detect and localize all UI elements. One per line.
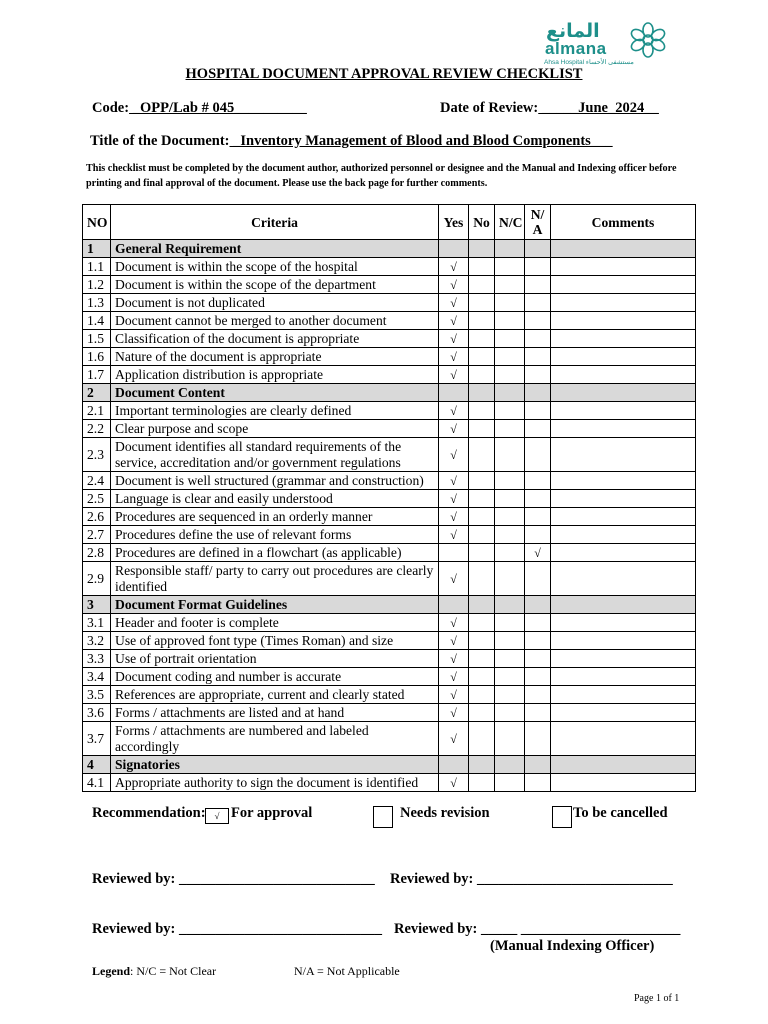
- check-mark-yes: √: [439, 650, 469, 668]
- row-criteria: General Requirement: [111, 240, 439, 258]
- table-row: [83, 686, 696, 704]
- table-row: [83, 294, 696, 312]
- table-row: [83, 526, 696, 544]
- header-comments: Comments: [551, 205, 696, 240]
- cell-comments: [551, 722, 696, 756]
- cell-na: [525, 614, 551, 632]
- cell-no: [469, 562, 495, 596]
- logo-subtitle: Ahsa Hospital مستشفى الأحساء: [544, 59, 634, 66]
- cell-comments: [551, 276, 696, 294]
- header-no: NO: [83, 205, 111, 240]
- cell-na: [525, 562, 551, 596]
- legend-na: N/A = Not Applicable: [294, 964, 400, 978]
- cancel-option-label: To be cancelled: [573, 805, 668, 821]
- cell-nc: [495, 330, 525, 348]
- cell-no: [469, 240, 495, 258]
- row-criteria: Header and footer is complete: [111, 614, 439, 632]
- header-yes: Yes: [439, 205, 469, 240]
- cell-nc: [495, 366, 525, 384]
- row-criteria: Procedures are defined in a flowchart (as applicable): [111, 544, 439, 562]
- cell-nc: [495, 472, 525, 490]
- table-row: [83, 366, 696, 384]
- row-criteria: Document identifies all standard requirements of the service, accreditation and/or government regulations: [111, 438, 439, 472]
- cell-yes: [439, 756, 469, 774]
- row-number: 2: [83, 384, 111, 402]
- cell-nc: [495, 402, 525, 420]
- cell-na: [525, 438, 551, 472]
- cell-comments: [551, 508, 696, 526]
- document-title-label: Title of the Document:: [90, 133, 230, 149]
- row-number: 2.9: [83, 562, 111, 596]
- table-row: [83, 490, 696, 508]
- section-row: [83, 384, 696, 402]
- reviewer-2-line: Reviewed by: ___________________________: [390, 871, 673, 887]
- cell-comments: [551, 526, 696, 544]
- row-number: 1.1: [83, 258, 111, 276]
- row-number: 2.8: [83, 544, 111, 562]
- cell-no: [469, 348, 495, 366]
- check-mark-yes: √: [439, 614, 469, 632]
- revision-checkbox[interactable]: [373, 806, 393, 828]
- legend: [92, 964, 216, 979]
- check-mark-yes: √: [439, 312, 469, 330]
- cell-no: [469, 774, 495, 792]
- row-criteria: Procedures define the use of relevant forms: [111, 526, 439, 544]
- check-mark-na: √: [525, 544, 551, 562]
- cell-na: [525, 596, 551, 614]
- cell-no: [469, 420, 495, 438]
- row-criteria: Nature of the document is appropriate: [111, 348, 439, 366]
- header-criteria: Criteria: [111, 205, 439, 240]
- check-mark-yes: √: [439, 562, 469, 596]
- page-number: Page 1 of 1: [634, 993, 680, 1004]
- code-value: _OPP/Lab # 045__________: [129, 100, 307, 116]
- cell-nc: [495, 240, 525, 258]
- cell-nc: [495, 650, 525, 668]
- table-row: [83, 472, 696, 490]
- row-number: 2.4: [83, 472, 111, 490]
- cell-na: [525, 366, 551, 384]
- row-criteria: Document Content: [111, 384, 439, 402]
- cell-nc: [495, 632, 525, 650]
- row-number: 2.7: [83, 526, 111, 544]
- row-number: 1.5: [83, 330, 111, 348]
- row-number: 3.7: [83, 722, 111, 756]
- check-mark-yes: √: [439, 686, 469, 704]
- table-row: [83, 348, 696, 366]
- row-number: 3: [83, 596, 111, 614]
- table-row: [83, 722, 696, 756]
- row-criteria: Forms / attachments are numbered and labeled accordingly: [111, 722, 439, 756]
- row-number: 4: [83, 756, 111, 774]
- cell-na: [525, 490, 551, 508]
- header-na: [525, 205, 551, 240]
- cell-comments: [551, 312, 696, 330]
- cell-no: [469, 526, 495, 544]
- row-criteria: Document is not duplicated: [111, 294, 439, 312]
- cell-nc: [495, 294, 525, 312]
- cell-nc: [495, 544, 525, 562]
- cell-yes: [439, 544, 469, 562]
- cell-comments: [551, 348, 696, 366]
- cell-nc: [495, 420, 525, 438]
- row-criteria: Document Format Guidelines: [111, 596, 439, 614]
- hospital-logo: [540, 20, 680, 72]
- cell-comments: [551, 490, 696, 508]
- table-row: [83, 438, 696, 472]
- cell-no: [469, 508, 495, 526]
- row-criteria: Document is within the scope of the department: [111, 276, 439, 294]
- header-na-line1: N/: [530, 207, 545, 222]
- cell-comments: [551, 438, 696, 472]
- instructions-text: This checklist must be completed by the document author, authorized personnel or designee and the Manual and Indexing officer before printing and final approval of the document. Please use the back page for further comments.: [86, 163, 677, 189]
- cancel-checkbox[interactable]: [552, 806, 572, 828]
- check-mark-yes: √: [439, 472, 469, 490]
- row-number: 1.6: [83, 348, 111, 366]
- row-number: 2.2: [83, 420, 111, 438]
- check-mark-yes: √: [439, 348, 469, 366]
- check-mark-yes: √: [439, 438, 469, 472]
- row-criteria: Application distribution is appropriate: [111, 366, 439, 384]
- page-title: HOSPITAL DOCUMENT APPROVAL REVIEW CHECKLIST: [185, 66, 583, 82]
- row-criteria: Important terminologies are clearly defined: [111, 402, 439, 420]
- cell-na: [525, 420, 551, 438]
- row-criteria: Document cannot be merged to another document: [111, 312, 439, 330]
- cell-no: [469, 472, 495, 490]
- cell-nc: [495, 704, 525, 722]
- cell-nc: [495, 508, 525, 526]
- legend-label: Legend: [92, 964, 131, 978]
- cell-na: [525, 526, 551, 544]
- row-number: 1.3: [83, 294, 111, 312]
- cell-comments: [551, 686, 696, 704]
- cell-nc: [495, 490, 525, 508]
- cell-no: [469, 722, 495, 756]
- row-criteria: Appropriate authority to sign the document is identified: [111, 774, 439, 792]
- cell-nc: [495, 562, 525, 596]
- cell-nc: [495, 258, 525, 276]
- row-criteria: Language is clear and easily understood: [111, 490, 439, 508]
- cell-comments: [551, 472, 696, 490]
- table-row: [83, 276, 696, 294]
- section-row: [83, 756, 696, 774]
- cell-no: [469, 650, 495, 668]
- section-row: [83, 596, 696, 614]
- reviewer-1-line: Reviewed by: ___________________________: [92, 871, 375, 887]
- table-row: [83, 508, 696, 526]
- approval-option-label: For approval: [231, 805, 313, 821]
- table-row: [83, 544, 696, 562]
- table-row: [83, 774, 696, 792]
- cell-comments: [551, 258, 696, 276]
- recommendation-label: Recommendation:: [92, 805, 206, 821]
- row-number: 3.2: [83, 632, 111, 650]
- cell-comments: [551, 704, 696, 722]
- cell-comments: [551, 366, 696, 384]
- flower-logo-icon: [620, 22, 676, 58]
- cell-no: [469, 490, 495, 508]
- row-number: 2.3: [83, 438, 111, 472]
- header-no-col: No: [469, 205, 495, 240]
- row-number: 2.6: [83, 508, 111, 526]
- check-mark-yes: √: [439, 330, 469, 348]
- document-title-line: [90, 133, 613, 150]
- cell-na: [525, 312, 551, 330]
- cell-na: [525, 774, 551, 792]
- cell-na: [525, 294, 551, 312]
- table-row: [83, 402, 696, 420]
- row-criteria: Document is well structured (grammar and construction): [111, 472, 439, 490]
- cell-na: [525, 258, 551, 276]
- cell-no: [469, 330, 495, 348]
- cell-na: [525, 722, 551, 756]
- manual-indexing-officer-caption: (Manual Indexing Officer): [490, 938, 655, 954]
- table-row: [83, 258, 696, 276]
- header-nc: N/C: [495, 205, 525, 240]
- cell-comments: [551, 330, 696, 348]
- cell-nc: [495, 526, 525, 544]
- row-number: 3.1: [83, 614, 111, 632]
- legend-nc: : N/C = Not Clear: [130, 964, 217, 978]
- table-row: [83, 704, 696, 722]
- row-number: 3.4: [83, 668, 111, 686]
- logo-arabic-text: المانع: [546, 20, 600, 42]
- row-criteria: Forms / attachments are listed and at hand: [111, 704, 439, 722]
- table-header-row: [83, 205, 696, 240]
- row-number: 1.4: [83, 312, 111, 330]
- row-criteria: Responsible staff/ party to carry out procedures are clearly identified: [111, 562, 439, 596]
- cell-comments: [551, 632, 696, 650]
- check-mark-yes: √: [439, 402, 469, 420]
- cell-no: [469, 686, 495, 704]
- cell-no: [469, 366, 495, 384]
- row-number: 2.1: [83, 402, 111, 420]
- cell-nc: [495, 312, 525, 330]
- row-criteria: Classification of the document is appropriate: [111, 330, 439, 348]
- row-number: 4.1: [83, 774, 111, 792]
- cell-yes: [439, 384, 469, 402]
- cell-nc: [495, 668, 525, 686]
- cell-comments: [551, 596, 696, 614]
- row-number: 2.5: [83, 490, 111, 508]
- cell-na: [525, 756, 551, 774]
- row-criteria: Document coding and number is accurate: [111, 668, 439, 686]
- cell-nc: [495, 384, 525, 402]
- cell-nc: [495, 686, 525, 704]
- cell-na: [525, 668, 551, 686]
- table-row: [83, 312, 696, 330]
- cell-no: [469, 294, 495, 312]
- table-row: [83, 668, 696, 686]
- cell-no: [469, 596, 495, 614]
- cell-nc: [495, 348, 525, 366]
- row-criteria: Use of approved font type (Times Roman) and size: [111, 632, 439, 650]
- check-mark-yes: √: [439, 722, 469, 756]
- row-number: 1: [83, 240, 111, 258]
- section-row: [83, 240, 696, 258]
- cell-nc: [495, 276, 525, 294]
- check-mark-yes: √: [439, 420, 469, 438]
- cell-na: [525, 330, 551, 348]
- cell-comments: [551, 420, 696, 438]
- cell-no: [469, 438, 495, 472]
- date-line: [440, 100, 659, 117]
- cell-nc: [495, 756, 525, 774]
- cell-na: [525, 240, 551, 258]
- cell-comments: [551, 562, 696, 596]
- header-na-line2: A: [532, 222, 543, 237]
- check-mark-yes: √: [439, 508, 469, 526]
- cell-comments: [551, 774, 696, 792]
- row-number: 3.5: [83, 686, 111, 704]
- cell-nc: [495, 614, 525, 632]
- logo-latin-text: almana: [545, 39, 607, 58]
- cell-comments: [551, 240, 696, 258]
- cell-no: [469, 704, 495, 722]
- cell-no: [469, 614, 495, 632]
- check-mark-yes: √: [439, 526, 469, 544]
- row-criteria: References are appropriate, current and clearly stated: [111, 686, 439, 704]
- cell-comments: [551, 756, 696, 774]
- row-number: 3.3: [83, 650, 111, 668]
- date-label: Date of Review:: [440, 100, 539, 116]
- cell-na: [525, 650, 551, 668]
- cell-nc: [495, 438, 525, 472]
- cell-comments: [551, 402, 696, 420]
- cell-na: [525, 632, 551, 650]
- check-mark-yes: √: [439, 668, 469, 686]
- cell-na: [525, 704, 551, 722]
- cell-no: [469, 402, 495, 420]
- row-criteria: Signatories: [111, 756, 439, 774]
- row-criteria: Use of portrait orientation: [111, 650, 439, 668]
- cell-na: [525, 402, 551, 420]
- check-mark-yes: √: [439, 276, 469, 294]
- cell-no: [469, 258, 495, 276]
- cell-yes: [439, 240, 469, 258]
- cell-comments: [551, 614, 696, 632]
- reviewer-3-line: Reviewed by: ____________________________: [92, 921, 382, 937]
- cell-nc: [495, 596, 525, 614]
- table-row: [83, 632, 696, 650]
- row-number: 1.2: [83, 276, 111, 294]
- row-criteria: Clear purpose and scope: [111, 420, 439, 438]
- cell-comments: [551, 650, 696, 668]
- cell-na: [525, 472, 551, 490]
- code-line: [92, 100, 307, 117]
- document-title-value: _Inventory Management of Blood and Blood Components___: [229, 133, 613, 149]
- cell-comments: [551, 384, 696, 402]
- cell-no: [469, 312, 495, 330]
- check-mark-yes: √: [439, 490, 469, 508]
- table-row: [83, 562, 696, 596]
- row-criteria: Document is within the scope of the hospital: [111, 258, 439, 276]
- cell-yes: [439, 596, 469, 614]
- checklist-table: [82, 204, 696, 792]
- table-row: [83, 420, 696, 438]
- approval-checkbox[interactable]: √: [205, 808, 229, 824]
- table-row: [83, 330, 696, 348]
- check-mark-yes: √: [439, 632, 469, 650]
- cell-nc: [495, 722, 525, 756]
- reviewer-4-line: Reviewed by: _____ ______________________: [394, 921, 681, 937]
- check-mark-yes: √: [439, 704, 469, 722]
- cell-comments: [551, 544, 696, 562]
- cell-no: [469, 544, 495, 562]
- row-number: 1.7: [83, 366, 111, 384]
- cell-no: [469, 632, 495, 650]
- row-number: 3.6: [83, 704, 111, 722]
- cell-na: [525, 276, 551, 294]
- check-mark-yes: √: [439, 774, 469, 792]
- code-label: Code:: [92, 100, 130, 116]
- cell-na: [525, 508, 551, 526]
- date-value: _____June_2024__: [538, 100, 659, 116]
- check-mark-yes: √: [439, 258, 469, 276]
- cell-na: [525, 348, 551, 366]
- check-mark-yes: √: [439, 366, 469, 384]
- revision-option-label: Needs revision: [400, 805, 490, 821]
- cell-no: [469, 668, 495, 686]
- cell-na: [525, 384, 551, 402]
- row-criteria: Procedures are sequenced in an orderly manner: [111, 508, 439, 526]
- table-row: [83, 614, 696, 632]
- cell-comments: [551, 294, 696, 312]
- cell-na: [525, 686, 551, 704]
- cell-no: [469, 276, 495, 294]
- cell-no: [469, 756, 495, 774]
- table-row: [83, 650, 696, 668]
- cell-comments: [551, 668, 696, 686]
- cell-nc: [495, 774, 525, 792]
- cell-no: [469, 384, 495, 402]
- check-mark-yes: √: [439, 294, 469, 312]
